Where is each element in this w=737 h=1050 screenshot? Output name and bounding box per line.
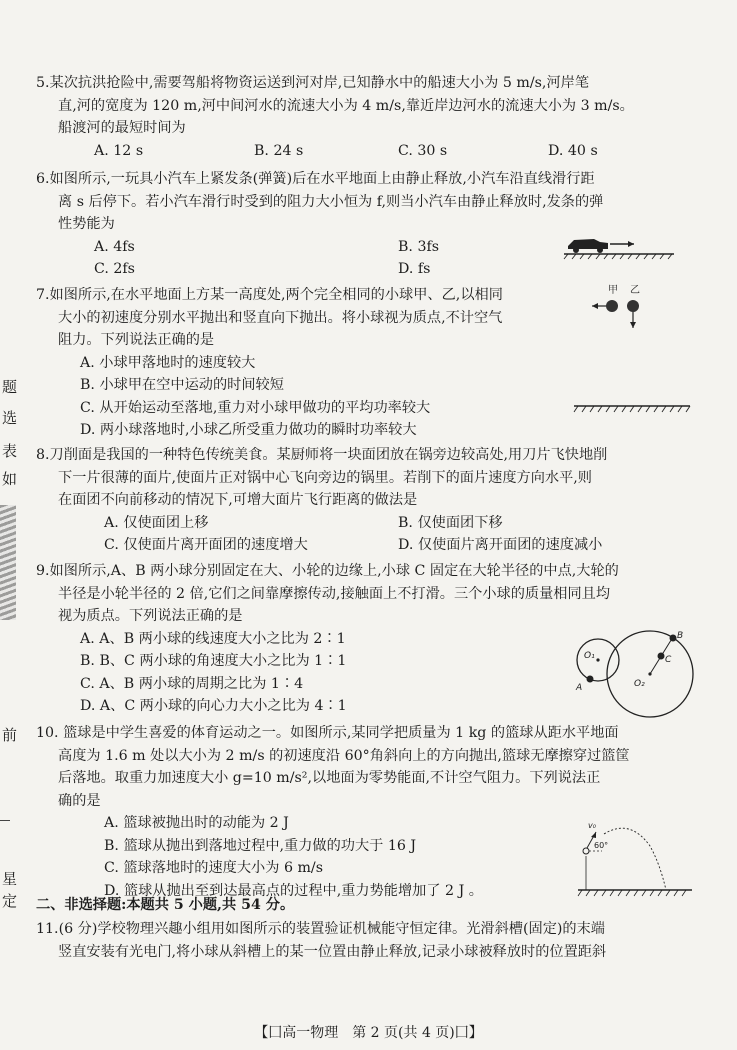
q5-line: 直,河的宽度为 120 m,河中间河水的流速大小为 4 m/s,靠近岸边河水的流速大小为 3 m/s。 — [58, 97, 634, 114]
q5-options — [36, 140, 716, 163]
option-d: D. fs — [398, 261, 431, 277]
margin-char: 题 — [2, 378, 18, 396]
question-7 — [36, 284, 576, 442]
option-c: C. 仅使面片离开面团的速度增大 — [104, 537, 308, 553]
option-a: A. A、B 两小球的线速度大小之比为 2∶1 — [80, 630, 346, 647]
q5-line: 船渡河的最短时间为 — [58, 120, 186, 136]
basketball-figure — [574, 818, 694, 898]
q11-line: 竖直安装有光电门,将小球从斜槽上的某一位置由静止释放,记录小球被释放时的位置距斜 — [58, 943, 607, 960]
q6-line: 性势能为 — [58, 216, 115, 232]
question-6 — [36, 168, 716, 281]
q8-options-row2 — [36, 534, 716, 557]
margin-char: 前 — [2, 726, 18, 744]
option-c: C. 30 s — [398, 142, 448, 159]
option-a: A. 4fs — [94, 238, 135, 255]
margin-dash — [0, 820, 10, 821]
label-c: C — [665, 655, 672, 665]
option-c: C. 从开始运动至落地,重力对小球甲做功的平均功率较大 — [80, 399, 431, 416]
q8-line: 在面团不向前移动的情况下,可增大面片飞行距离的做法是 — [58, 492, 418, 508]
margin-char: 如 — [2, 470, 18, 488]
two-wheels-figure — [570, 630, 700, 720]
q9-line: 9.如图所示,A、B 两小球分别固定在大、小轮的边缘上,小球 C 固定在大轮半径的中点,大轮的 — [36, 563, 619, 579]
label-a: A — [576, 683, 583, 693]
option-c: C. 篮球落地时的速度大小为 6 m/s — [104, 860, 323, 876]
q11-line: 11.(6 分)学校物理兴趣小组用如图所示的装置验证机械能守恒定律。光滑斜槽(固定)的末端 — [36, 921, 605, 937]
question-8 — [36, 444, 716, 557]
q10-line: 后落地。取重力加速度大小 g=10 m/s²,以地面为零势能面,不计空气阻力。下列说法正 — [58, 770, 601, 786]
q7-line: 7.如图所示,在水平地面上方某一高度处,两个完全相同的小球甲、乙,以相同 — [36, 287, 503, 303]
q9-line: 半径是小轮半径的 2 倍,它们之间靠摩擦传动,接触面上不打滑。三个小球的质量相同且均 — [58, 585, 611, 602]
option-c: C. 2fs — [94, 261, 135, 277]
q10-line: 高度为 1.6 m 处以大小为 2 m/s 的初速度沿 60°角斜向上的方向抛出,篮球无摩擦穿过篮筐 — [58, 747, 630, 764]
margin-char: 定 — [2, 892, 18, 910]
question-11 — [36, 918, 726, 963]
page-footer: 【囗高一物理 第 2 页(共 4 页)囗】 — [254, 1025, 483, 1041]
label-jia: 甲 — [608, 285, 618, 296]
option-c: C. A、B 两小球的周期之比为 1∶4 — [80, 675, 304, 692]
q8-line: 下一片很薄的面片,使面片正对锅中心飞向旁边的锅里。若削下的面片速度方向水平,则 — [58, 469, 592, 486]
option-d: D. 40 s — [548, 142, 598, 159]
option-b: B. 仅使面团下移 — [398, 514, 503, 531]
q5-line: 5.某次抗洪抢险中,需要驾船将物资运送到河对岸,已知静水中的船速大小为 5 m/s,河岸笔 — [36, 75, 590, 91]
margin-smudge — [0, 505, 16, 620]
option-b: B. 篮球从抛出到落地过程中,重力做的功大于 16 J — [104, 837, 417, 854]
q6-line: 离 s 后停下。若小汽车滑行时受到的阻力大小恒为 f,则当小汽车由静止释放时,发条的弹 — [58, 193, 604, 210]
option-b: B. 小球甲在空中运动的时间较短 — [80, 377, 284, 393]
option-d: D. 篮球从抛出至到达最高点的过程中,重力势能增加了 2 J 。 — [104, 882, 483, 899]
margin-char: 星 — [2, 870, 18, 888]
option-d: D. A、C 两小球的向心力大小之比为 4∶1 — [80, 698, 347, 714]
label-b: B — [677, 631, 684, 641]
margin-char: 选 — [2, 409, 18, 427]
q7-line: 阻力。下列说法正确的是 — [58, 332, 215, 348]
option-a: A. 仅使面团上移 — [104, 514, 209, 531]
option-a: A. 12 s — [94, 142, 144, 159]
q6-options-row2 — [36, 258, 716, 281]
toy-car-figure — [560, 232, 680, 260]
option-b: B. B、C 两小球的角速度大小之比为 1∶1 — [80, 653, 347, 669]
option-a: A. 小球甲落地时的速度较大 — [80, 354, 256, 371]
label-o1: O₁ — [584, 651, 595, 661]
option-b: B. 3fs — [398, 238, 440, 255]
two-balls-figure — [572, 282, 692, 414]
label-o2: O₂ — [634, 679, 645, 689]
option-a: A. 篮球被抛出时的动能为 2 J — [104, 815, 289, 831]
margin-char: 表 — [2, 442, 18, 460]
section-heading: 二、非选择题:本题共 5 小题,共 54 分。 — [36, 897, 295, 913]
q8-line: 8.刀削面是我国的一种特色传统美食。某厨师将一块面团放在锅旁边较高处,用刀片飞快地削 — [36, 447, 608, 463]
q6-line: 6.如图所示,一玩具小汽车上紧发条(弹簧)后在水平地面上由静止释放,小汽车沿直线滑行距 — [36, 171, 595, 187]
q10-line: 确的是 — [58, 792, 101, 809]
option-d: D. 两小球落地时,小球乙所受重力做功的瞬时功率较大 — [80, 422, 417, 438]
q7-line: 大小的初速度分别水平抛出和竖直向下抛出。将小球视为质点,不计空气 — [58, 309, 503, 326]
option-d: D. 仅使面片离开面团的速度减小 — [398, 537, 603, 553]
label-yi: 乙 — [630, 285, 640, 296]
option-b: B. 24 s — [254, 142, 304, 159]
question-5 — [36, 72, 716, 162]
label-v0: v₀ — [588, 821, 596, 830]
label-60-degrees: 60° — [594, 841, 609, 850]
q8-options-row1 — [36, 512, 716, 535]
q10-line: 10. 篮球是中学生喜爱的体育运动之一。如图所示,某同学把质量为 1 kg 的篮球从距水平地面 — [36, 725, 619, 741]
q9-line: 视为质点。下列说法正确的是 — [58, 608, 243, 624]
